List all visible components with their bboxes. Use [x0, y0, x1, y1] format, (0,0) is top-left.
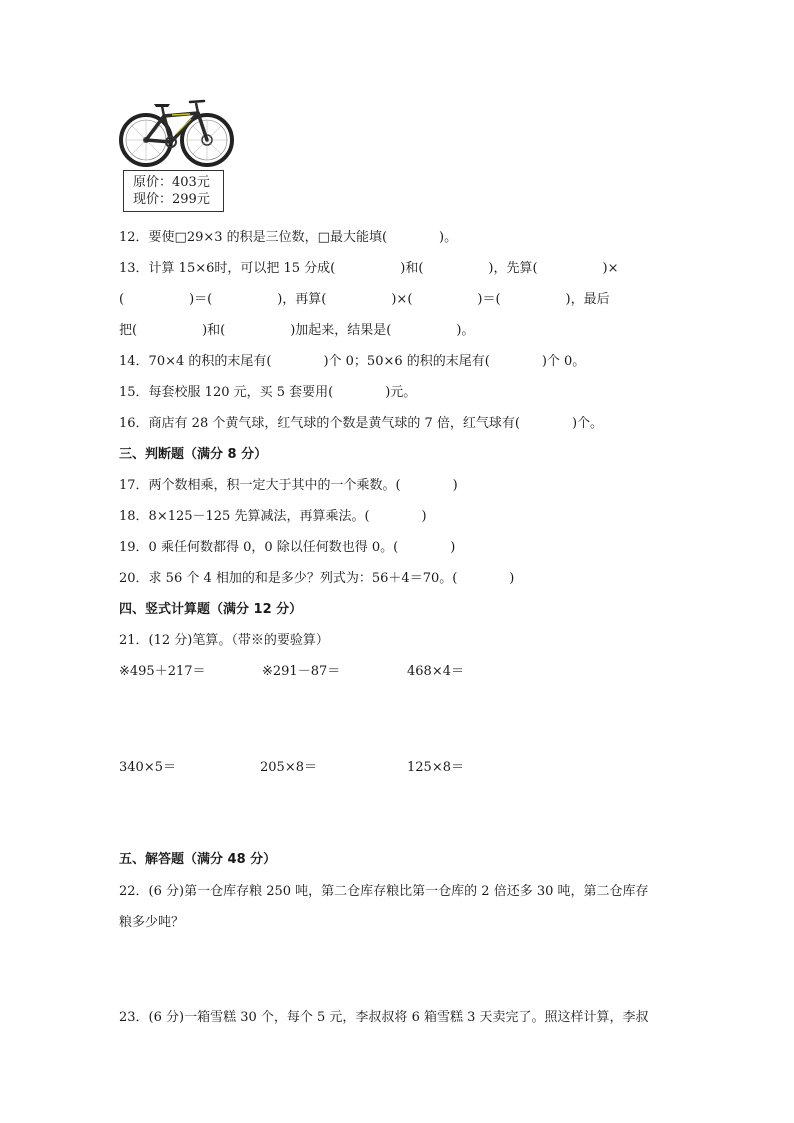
question-22-line-2: 粮多少吨？	[119, 915, 185, 930]
calc-item-1: ※495＋217＝	[119, 664, 206, 679]
question-20: 20．求 56 个 4 相加的和是多少？列式为：56＋4＝70。( )	[119, 571, 515, 586]
calc-item-3: 468×4＝	[407, 664, 464, 679]
price-tag	[123, 170, 224, 212]
question-17: 17．两个数相乘，积一定大于其中的一个乘数。( )	[119, 478, 458, 493]
question-21: 21．(12 分)笔算。（带※的要验算）	[119, 633, 329, 648]
question-23-line-1: 23．(6 分)一箱雪糕 30 个，每个 5 元，李叔叔将 6 箱雪糕 3 天卖完了。照这样计算，李叔	[119, 1010, 649, 1025]
calc-item-2: ※291－87＝	[262, 664, 341, 679]
question-19: 19．0 乘任何数都得 0，0 除以任何数也得 0。( )	[119, 540, 456, 555]
original-price: 原价：403元	[133, 175, 210, 190]
section-4-heading: 四、竖式计算题（满分 12 分）	[119, 602, 303, 617]
question-13-line-3: 把( )和( )加起来，结果是( )。	[119, 323, 475, 338]
section-3-heading: 三、判断题（满分 8 分）	[119, 447, 268, 462]
calc-item-5: 205×8＝	[260, 760, 317, 775]
current-price: 现价：299元	[133, 192, 210, 207]
section-5-heading: 五、解答题（满分 48 分）	[119, 852, 277, 867]
question-22-line-1: 22．(6 分)第一仓库存粮 250 吨，第二仓库存粮比第一仓库的 2 倍还多 30 吨，第二仓库存	[119, 884, 649, 899]
calc-item-4: 340×5＝	[119, 760, 176, 775]
question-18: 18．8×125－125 先算减法，再算乘法。( )	[119, 509, 427, 524]
calc-item-6: 125×8＝	[407, 760, 464, 775]
question-13-line-2: ( )＝( )，再算( )×( )＝( )，最后	[119, 292, 610, 307]
question-16: 16．商店有 28 个黄气球，红气球的个数是黄气球的 7 倍，红气球有( )个。	[119, 416, 604, 431]
question-14: 14．70×4 的积的末尾有( )个 0；50×6 的积的末尾有( )个 0。	[119, 354, 586, 369]
bicycle-image	[116, 96, 236, 168]
question-15: 15．每套校服 120 元，买 5 套要用( )元。	[119, 385, 417, 400]
question-13-line-1: 13．计算 15×6时，可以把 15 分成( )和( )，先算( )×	[119, 261, 619, 276]
question-12: 12．要使□29×3 的积是三位数，□最大能填( )。	[119, 230, 458, 245]
